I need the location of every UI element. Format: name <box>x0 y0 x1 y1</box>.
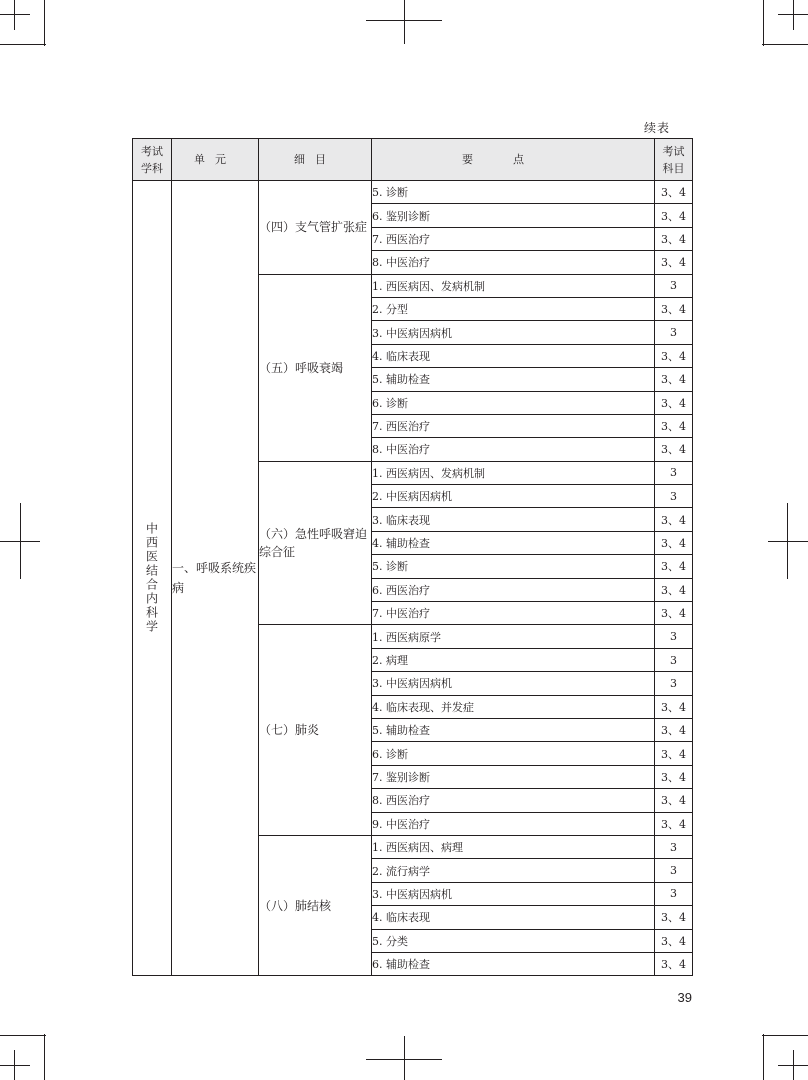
exam-subject-cell: 3、4 <box>655 181 693 204</box>
detail-cell: （七）肺炎 <box>259 625 372 836</box>
syllabus-table <box>132 138 693 976</box>
exam-subject-cell: 3、4 <box>655 508 693 531</box>
continued-label: 续表 <box>643 121 670 135</box>
exam-subject-cell: 3 <box>655 485 693 508</box>
exam-subject-cell: 3、4 <box>655 391 693 414</box>
exam-subject-cell: 3 <box>655 274 693 297</box>
header-subject <box>133 139 172 181</box>
exam-subject-cell: 3、4 <box>655 602 693 625</box>
point-cell: 8. 中医治疗 <box>372 251 655 274</box>
detail-cell: （六）急性呼吸窘迫综合征 <box>259 461 372 625</box>
point-cell: 3. 中医病因病机 <box>372 321 655 344</box>
point-cell: 5. 诊断 <box>372 555 655 578</box>
point-cell: 7. 西医治疗 <box>372 414 655 437</box>
exam-subject-cell: 3、4 <box>655 906 693 929</box>
header-unit: 单元 <box>172 139 259 181</box>
detail-cell: （四）支气管扩张症 <box>259 181 372 275</box>
subject-cell: 中西医结合内科学 <box>133 181 172 976</box>
point-cell: 3. 临床表现 <box>372 508 655 531</box>
point-cell: 1. 西医病因、发病机制 <box>372 461 655 484</box>
exam-subject-cell: 3、4 <box>655 789 693 812</box>
point-cell: 5. 诊断 <box>372 181 655 204</box>
table-header-row <box>133 139 693 181</box>
point-cell: 3. 中医病因病机 <box>372 672 655 695</box>
exam-subject-cell: 3、4 <box>655 438 693 461</box>
point-cell: 1. 西医病因、病理 <box>372 835 655 858</box>
point-cell: 4. 辅助检查 <box>372 531 655 554</box>
unit-cell: 一、呼吸系统疾病 <box>172 181 259 976</box>
point-cell: 5. 辅助检查 <box>372 718 655 741</box>
point-cell: 8. 中医治疗 <box>372 438 655 461</box>
exam-subject-cell: 3、4 <box>655 695 693 718</box>
detail-cell: （五）呼吸衰竭 <box>259 274 372 461</box>
exam-subject-cell: 3、4 <box>655 531 693 554</box>
header-detail: 细目 <box>259 139 372 181</box>
point-cell: 7. 中医治疗 <box>372 602 655 625</box>
exam-subject-cell: 3、4 <box>655 742 693 765</box>
point-cell: 5. 分类 <box>372 929 655 952</box>
header-subject-text: 考试 学科 <box>141 144 163 175</box>
exam-subject-cell: 3 <box>655 321 693 344</box>
exam-subject-cell: 3、4 <box>655 952 693 975</box>
exam-subject-cell: 3、4 <box>655 251 693 274</box>
point-cell: 2. 分型 <box>372 297 655 320</box>
exam-subject-cell: 3、4 <box>655 368 693 391</box>
header-exam-subject <box>655 139 693 181</box>
exam-subject-cell: 3、4 <box>655 812 693 835</box>
exam-subject-cell: 3、4 <box>655 227 693 250</box>
point-cell: 4. 临床表现、并发症 <box>372 695 655 718</box>
exam-subject-cell: 3 <box>655 859 693 882</box>
point-cell: 4. 临床表现 <box>372 344 655 367</box>
exam-subject-cell: 3、4 <box>655 297 693 320</box>
point-cell: 6. 辅助检查 <box>372 952 655 975</box>
point-cell: 1. 西医病因、发病机制 <box>372 274 655 297</box>
header-exam-subject-text: 考试 科目 <box>662 144 685 175</box>
exam-subject-cell: 3 <box>655 672 693 695</box>
exam-subject-cell: 3 <box>655 835 693 858</box>
table-row <box>133 181 693 204</box>
point-cell: 4. 临床表现 <box>372 906 655 929</box>
table-body <box>133 181 693 976</box>
point-cell: 6. 诊断 <box>372 742 655 765</box>
exam-subject-cell: 3、4 <box>655 578 693 601</box>
point-cell: 2. 流行病学 <box>372 859 655 882</box>
point-cell: 1. 西医病原学 <box>372 625 655 648</box>
point-cell: 6. 诊断 <box>372 391 655 414</box>
point-cell: 2. 中医病因病机 <box>372 485 655 508</box>
page-number: 39 <box>677 990 692 1005</box>
exam-subject-cell: 3、4 <box>655 344 693 367</box>
exam-subject-cell: 3、4 <box>655 555 693 578</box>
exam-subject-cell: 3 <box>655 882 693 905</box>
point-cell: 2. 病理 <box>372 648 655 671</box>
exam-subject-cell: 3、4 <box>655 765 693 788</box>
exam-subject-cell: 3 <box>655 461 693 484</box>
exam-subject-cell: 3 <box>655 625 693 648</box>
point-cell: 8. 西医治疗 <box>372 789 655 812</box>
exam-subject-cell: 3、4 <box>655 718 693 741</box>
point-cell: 6. 西医治疗 <box>372 578 655 601</box>
point-cell: 7. 西医治疗 <box>372 227 655 250</box>
header-points: 要点 <box>372 139 655 181</box>
exam-subject-cell: 3、4 <box>655 929 693 952</box>
detail-cell: （八）肺结核 <box>259 835 372 975</box>
exam-subject-cell: 3、4 <box>655 204 693 227</box>
point-cell: 5. 辅助检查 <box>372 368 655 391</box>
point-cell: 7. 鉴别诊断 <box>372 765 655 788</box>
point-cell: 9. 中医治疗 <box>372 812 655 835</box>
exam-subject-cell: 3、4 <box>655 414 693 437</box>
point-cell: 6. 鉴别诊断 <box>372 204 655 227</box>
point-cell: 3. 中医病因病机 <box>372 882 655 905</box>
exam-subject-cell: 3 <box>655 648 693 671</box>
